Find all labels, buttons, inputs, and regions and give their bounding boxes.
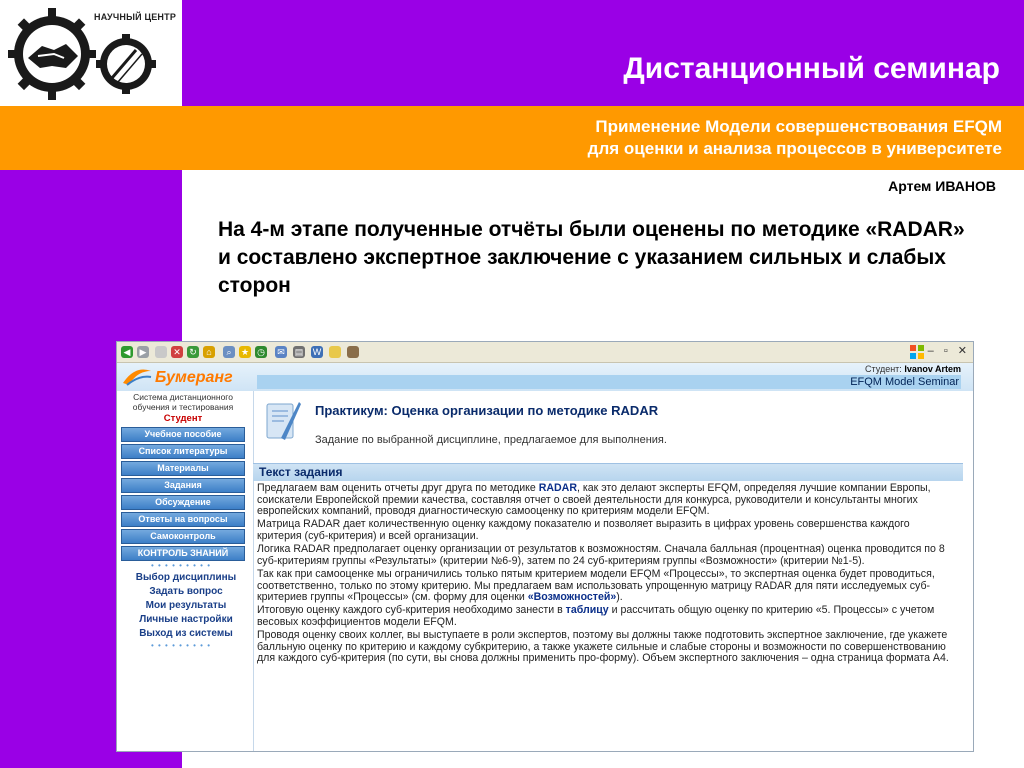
paragraph-2: Матрица RADAR дает количественную оценку каждому показателю и позволяет выразить в цифрах уровень совершенства каждого критерия (суб-критерия) и всей организации. bbox=[257, 518, 910, 542]
paragraph-text: и рассчитать общую оценку по критерию «5. Процессы» с учетом весовых коэффициентов модели EFQM. bbox=[257, 604, 935, 628]
subtitle bbox=[588, 116, 1002, 160]
paragraph-3: Логика RADAR предполагает оценку организации от результатов к возможностям. Сначала балльная (процентная) оценка проводится по 8 суб-критериям группы «Результаты» (критерии №6-9), затем по 24 суб-критериям группы «Возможности» (критерии №1-5). bbox=[257, 543, 945, 567]
brand-name: Бумеранг bbox=[155, 369, 233, 386]
refresh-icon[interactable]: ↻ bbox=[187, 346, 199, 358]
sidebar-link-choose-discipline[interactable]: Выбор дисциплины bbox=[135, 572, 237, 583]
close-icon[interactable]: ✕ bbox=[957, 345, 967, 357]
author-name: Артем ИВАНОВ bbox=[888, 178, 996, 194]
print-icon[interactable]: ▤ bbox=[294, 347, 304, 357]
opportunities-link[interactable]: «Возможностей» bbox=[527, 591, 617, 604]
radar-link[interactable]: RADAR bbox=[538, 482, 577, 494]
restore-icon[interactable]: ▫ bbox=[943, 345, 948, 357]
brand-tagline: Система дистанционного обучения и тестирования bbox=[132, 392, 234, 412]
sidebar-item-materials[interactable]: Материалы bbox=[121, 461, 245, 476]
student-line bbox=[865, 364, 961, 374]
sidebar-link-logout[interactable]: Выход из системы bbox=[139, 628, 233, 639]
sidebar-item-textbook[interactable]: Учебное пособие bbox=[121, 427, 245, 442]
discuss-icon[interactable] bbox=[329, 346, 341, 358]
sidebar-item-knowledge-control[interactable]: КОНТРОЛЬ ЗНАНИЙ bbox=[121, 546, 245, 561]
paragraph-text: Предлагаем вам оценить отчеты друг друга по методике bbox=[257, 482, 539, 494]
window-controls bbox=[921, 344, 967, 357]
favorites-icon[interactable]: ★ bbox=[240, 347, 250, 357]
back-icon[interactable]: ◀ bbox=[121, 346, 133, 358]
forward-icon[interactable]: ▶ bbox=[137, 346, 149, 358]
mail-icon[interactable]: ✉ bbox=[275, 346, 287, 358]
praktikum-description: Задание по выбранной дисциплине, предлагаемое для выполнения. bbox=[315, 434, 667, 446]
logo-caption: НАУЧНЫЙ ЦЕНТР bbox=[94, 12, 177, 22]
praktikum-title: Практикум: Оценка организации по методике RADAR bbox=[315, 403, 659, 418]
stop-icon[interactable]: ✕ bbox=[171, 346, 183, 358]
model-title: EFQM Model Seminar bbox=[850, 376, 959, 388]
paragraph-6: Проводя оценку своих коллег, вы выступаете в роли экспертов, поэтому вы должны также подготовить экспертное заключение, где укажете балльную оценку по критерию и каждому субкритерию, а также укажете сильные и слабые стороны и возможности по совершенствованию для каждого суб-критерия (по сути, вы снова должны применить про-форму). Объем экспертного заключения – одна страница формата А4. bbox=[257, 629, 949, 665]
paragraph-5 bbox=[257, 605, 957, 628]
page-title: Дистанционный семинар bbox=[623, 52, 1000, 85]
table-link[interactable]: таблицу bbox=[565, 604, 609, 617]
task-text-title: Текст задания bbox=[259, 465, 343, 479]
paragraph-4 bbox=[257, 569, 957, 604]
page-icon[interactable] bbox=[155, 346, 167, 358]
student-label: Студент: bbox=[865, 364, 902, 374]
home-icon[interactable]: ⌂ bbox=[203, 346, 215, 358]
logo-area bbox=[0, 0, 182, 106]
paragraph-text: ). bbox=[616, 591, 623, 604]
sidebar-link-personal-settings[interactable]: Личные настройки bbox=[139, 614, 233, 625]
sidebar-item-answers[interactable]: Ответы на вопросы bbox=[121, 512, 245, 527]
task-text-header bbox=[253, 463, 963, 481]
search-icon[interactable]: ⌕ bbox=[223, 346, 235, 358]
messenger-icon[interactable] bbox=[347, 346, 359, 358]
boomerang-logo-icon bbox=[121, 365, 153, 389]
document-quill-icon bbox=[263, 398, 303, 444]
task-content bbox=[257, 483, 957, 666]
subtitle-line-1: Применение Модели совершенствования EFQM bbox=[595, 117, 1002, 136]
sidebar-divider-icon: • • • • • • • • • bbox=[151, 561, 211, 570]
sidebar-link-ask-question[interactable]: Задать вопрос bbox=[149, 586, 223, 597]
sidebar-item-discussion[interactable]: Обсуждение bbox=[121, 495, 245, 510]
browser-toolbar bbox=[117, 342, 973, 363]
sidebar-divider-icon: • • • • • • • • • bbox=[151, 641, 211, 650]
paragraph-text: , как это делают эксперты EFQM, определяя лучшие компании Европы, соискатели Европейской премии качества, составляя отчет о своей деятельности для конкурса, руководители и консультанты многих европейских компаний, проводя диагностическую самооценку по критериям модели EFQM. bbox=[257, 482, 931, 518]
sidebar-item-literature[interactable]: Список литературы bbox=[121, 444, 245, 459]
paragraph-text: Итоговую оценку каждого суб-критерия необходимо занести в bbox=[257, 604, 566, 617]
edit-icon[interactable]: W bbox=[312, 347, 322, 357]
history-icon[interactable]: ◷ bbox=[255, 346, 267, 358]
student-name: Ivanov Artem bbox=[904, 364, 961, 374]
content-divider bbox=[253, 391, 254, 751]
sidebar-item-self-control[interactable]: Самоконтроль bbox=[121, 529, 245, 544]
main-text: На 4-м этапе полученные отчёты были оценены по методике «RADAR» и составлено экспертное заключение с указанием сильных и слабых сторон bbox=[218, 218, 965, 297]
minimize-icon[interactable]: – bbox=[927, 345, 934, 357]
sidebar-link-my-results[interactable]: Мои результаты bbox=[145, 600, 227, 611]
user-role: Студент bbox=[163, 413, 203, 424]
embedded-screenshot bbox=[116, 341, 974, 752]
paragraph-1 bbox=[257, 483, 957, 518]
sidebar-item-tasks[interactable]: Задания bbox=[121, 478, 245, 493]
paragraph-text: Так как при самооценке мы ограничились только пятым критерием модели EFQM «Процессы», то экспертная оценка будет проводиться, соответственно, только по этому критерию. Мы предлагаем вам использовать упрощенную матрицу RADAR для пяти исследуемых суб-критериев группы «Процессы» (см. форму для оценки bbox=[257, 567, 935, 604]
subtitle-line-2: для оценки и анализа процессов в университете bbox=[587, 139, 1002, 158]
